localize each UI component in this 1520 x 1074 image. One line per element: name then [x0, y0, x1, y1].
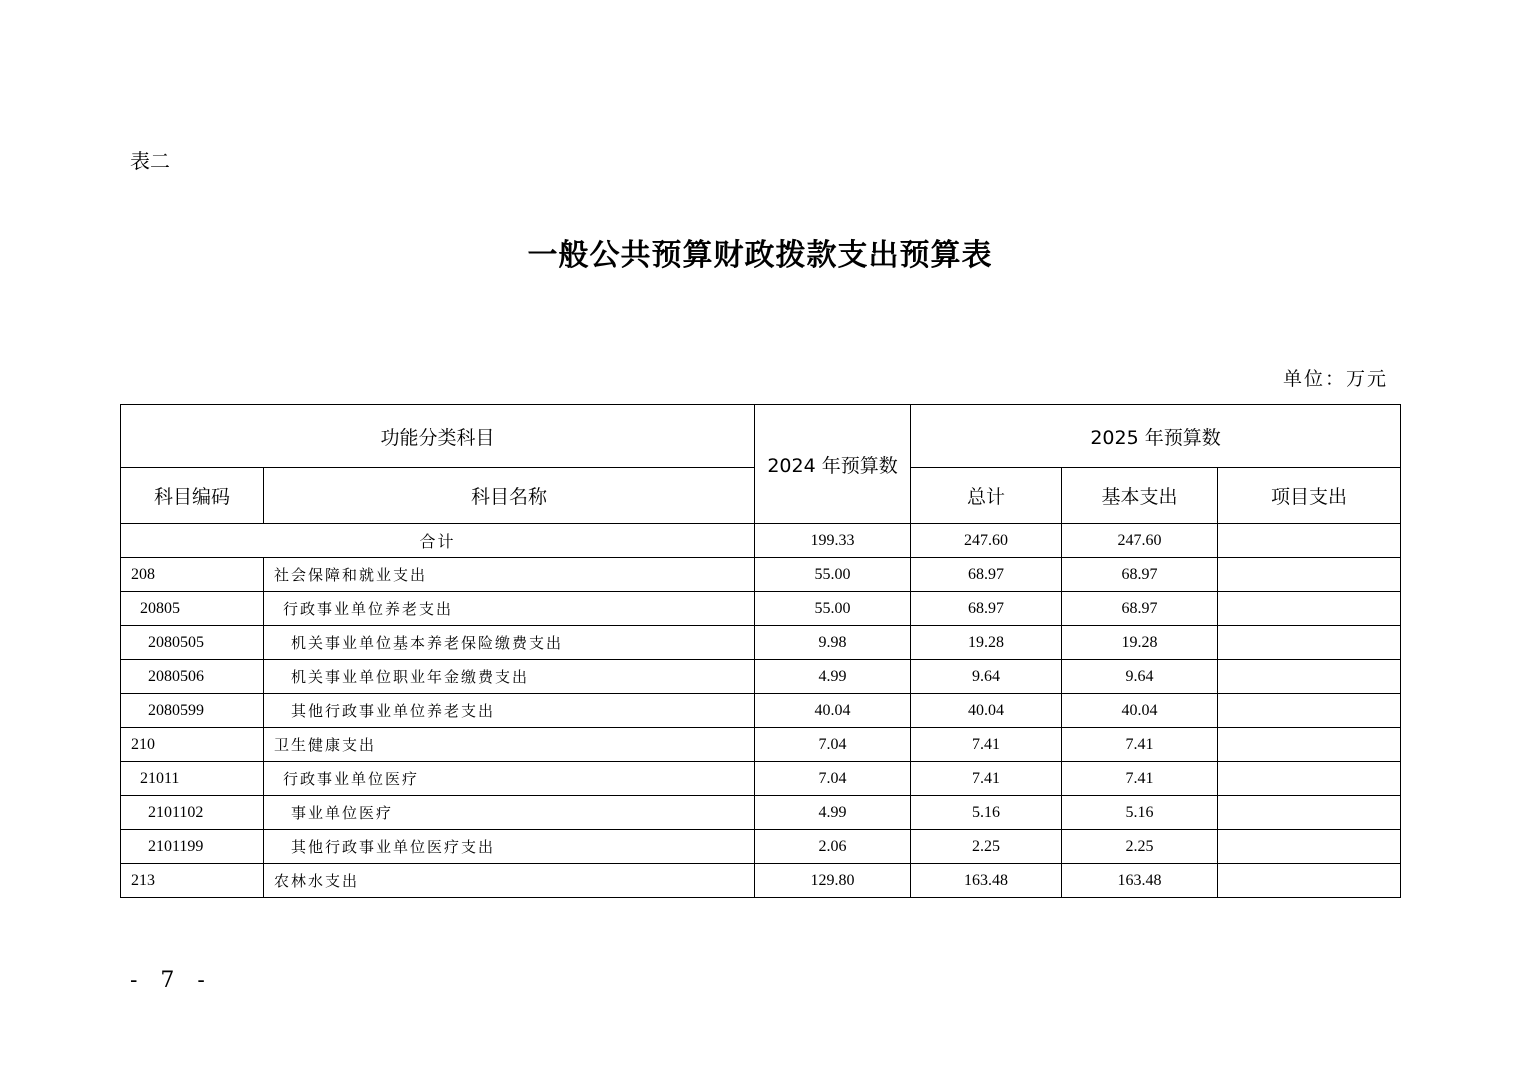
row-name: 行政事业单位养老支出 [264, 592, 755, 626]
row-project [1218, 660, 1401, 694]
row-project [1218, 796, 1401, 830]
row-code: 208 [121, 558, 264, 592]
row-code: 2080505 [121, 626, 264, 660]
row-project [1218, 592, 1401, 626]
header-budget-2025: 2025 年预算数 [911, 405, 1401, 468]
row-project [1218, 694, 1401, 728]
row-budget-2024: 7.04 [755, 728, 911, 762]
row-basic: 68.97 [1062, 558, 1218, 592]
total-project [1218, 524, 1401, 558]
row-basic: 7.41 [1062, 728, 1218, 762]
row-total: 7.41 [911, 762, 1062, 796]
row-project [1218, 728, 1401, 762]
row-code: 210 [121, 728, 264, 762]
total-label: 合计 [121, 524, 755, 558]
row-basic: 9.64 [1062, 660, 1218, 694]
row-total: 5.16 [911, 796, 1062, 830]
row-basic: 40.04 [1062, 694, 1218, 728]
row-project [1218, 830, 1401, 864]
row-name: 机关事业单位职业年金缴费支出 [264, 660, 755, 694]
header-code: 科目编码 [121, 468, 264, 524]
row-budget-2024: 2.06 [755, 830, 911, 864]
header-total: 总计 [911, 468, 1062, 524]
total-basic: 247.60 [1062, 524, 1218, 558]
table-row [121, 762, 1401, 796]
table-row [121, 728, 1401, 762]
header-name: 科目名称 [264, 468, 755, 524]
row-code: 2080599 [121, 694, 264, 728]
row-budget-2024: 40.04 [755, 694, 911, 728]
row-code: 2101199 [121, 830, 264, 864]
row-code: 213 [121, 864, 264, 898]
row-name: 卫生健康支出 [264, 728, 755, 762]
row-basic: 163.48 [1062, 864, 1218, 898]
row-basic: 7.41 [1062, 762, 1218, 796]
row-name: 其他行政事业单位养老支出 [264, 694, 755, 728]
page-number: - 7 - [130, 968, 213, 993]
row-project [1218, 558, 1401, 592]
row-code: 2101102 [121, 796, 264, 830]
row-total: 68.97 [911, 592, 1062, 626]
unit-label: 单位：万元 [1282, 368, 1388, 390]
row-basic: 2.25 [1062, 830, 1218, 864]
row-code: 2080506 [121, 660, 264, 694]
row-name: 机关事业单位基本养老保险缴费支出 [264, 626, 755, 660]
header-basic: 基本支出 [1062, 468, 1218, 524]
row-total: 9.64 [911, 660, 1062, 694]
row-code: 21011 [121, 762, 264, 796]
row-total: 7.41 [911, 728, 1062, 762]
row-name: 农林水支出 [264, 864, 755, 898]
row-total: 163.48 [911, 864, 1062, 898]
row-name: 其他行政事业单位医疗支出 [264, 830, 755, 864]
total-total: 247.60 [911, 524, 1062, 558]
total-row [121, 524, 1401, 558]
row-budget-2024: 9.98 [755, 626, 911, 660]
row-name: 行政事业单位医疗 [264, 762, 755, 796]
row-total: 2.25 [911, 830, 1062, 864]
row-budget-2024: 55.00 [755, 592, 911, 626]
row-name: 社会保障和就业支出 [264, 558, 755, 592]
row-code: 20805 [121, 592, 264, 626]
table-row [121, 660, 1401, 694]
header-function-category: 功能分类科目 [121, 405, 755, 468]
table-row [121, 864, 1401, 898]
table-row [121, 592, 1401, 626]
row-budget-2024: 129.80 [755, 864, 911, 898]
row-total: 19.28 [911, 626, 1062, 660]
header-budget-2024: 2024 年预算数 [755, 405, 911, 524]
row-project [1218, 626, 1401, 660]
row-project [1218, 864, 1401, 898]
row-name: 事业单位医疗 [264, 796, 755, 830]
table-row [121, 694, 1401, 728]
budget-table [120, 404, 1401, 898]
document-title: 一般公共预算财政拨款支出预算表 [527, 238, 993, 273]
header-project: 项目支出 [1218, 468, 1401, 524]
table-row [121, 626, 1401, 660]
row-project [1218, 762, 1401, 796]
row-basic: 19.28 [1062, 626, 1218, 660]
row-budget-2024: 55.00 [755, 558, 911, 592]
row-total: 40.04 [911, 694, 1062, 728]
row-budget-2024: 4.99 [755, 660, 911, 694]
row-basic: 5.16 [1062, 796, 1218, 830]
row-budget-2024: 7.04 [755, 762, 911, 796]
table-row [121, 830, 1401, 864]
table-label: 表二 [130, 149, 170, 173]
row-budget-2024: 4.99 [755, 796, 911, 830]
table-row [121, 558, 1401, 592]
table-row [121, 796, 1401, 830]
total-budget-2024: 199.33 [755, 524, 911, 558]
row-basic: 68.97 [1062, 592, 1218, 626]
header-row-1 [121, 405, 1401, 468]
row-total: 68.97 [911, 558, 1062, 592]
